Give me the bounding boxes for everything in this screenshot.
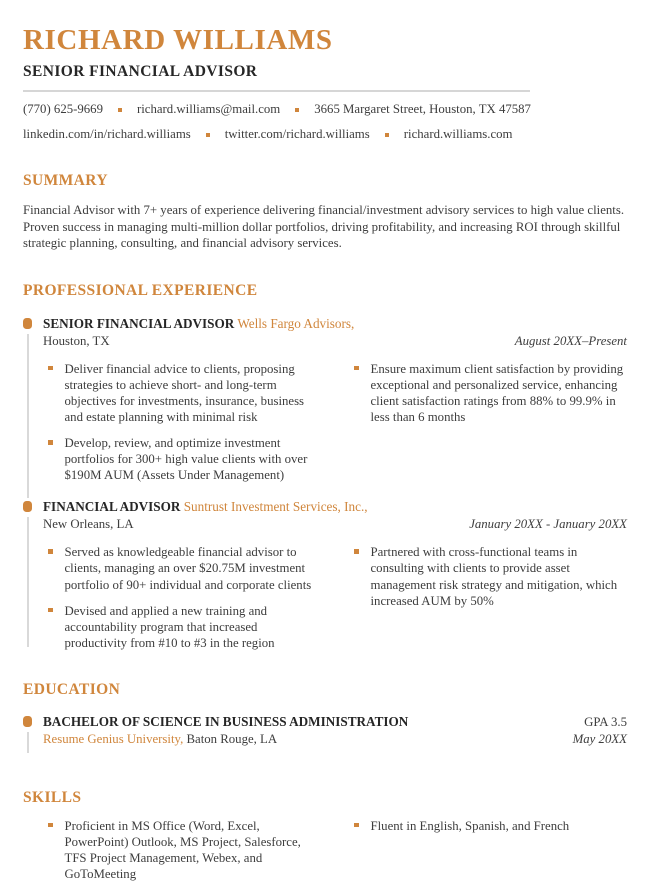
school-name: Resume Genius University, bbox=[43, 731, 184, 746]
bullet-square-icon bbox=[48, 549, 53, 554]
bullet-square-icon bbox=[354, 549, 359, 554]
bullet-column-left bbox=[43, 544, 321, 651]
school-location: Baton Rouge, LA bbox=[183, 731, 278, 746]
linkedin-url: linkedin.com/in/richard.williams bbox=[23, 127, 191, 141]
bullet-item bbox=[43, 435, 321, 483]
job-title-row bbox=[43, 316, 627, 332]
job-dates: August 20XX–Present bbox=[514, 333, 627, 348]
header bbox=[23, 26, 627, 142]
bullet-square-icon bbox=[48, 366, 53, 371]
bullet-text: Deliver financial advice to clients, proposing strategies to achieve short- and long-term objectives for investments, insurance, business and estate planning with minimal risk bbox=[64, 361, 305, 425]
bullet-item bbox=[349, 818, 627, 834]
experience-heading: PROFESSIONAL EXPERIENCE bbox=[23, 281, 258, 299]
timeline-marker-icon bbox=[23, 318, 32, 329]
bullet-text: Fluent in English, Spanish, and French bbox=[370, 818, 570, 833]
bullet-column-right bbox=[349, 361, 627, 484]
job-title: SENIOR FINANCIAL ADVISOR bbox=[43, 315, 235, 331]
job-entry-2 bbox=[23, 499, 627, 651]
bullet-item bbox=[43, 361, 321, 425]
timeline-marker-icon bbox=[23, 716, 32, 727]
twitter-url: twitter.com/richard.williams bbox=[224, 127, 370, 141]
bullet-item bbox=[349, 361, 627, 425]
bullet-item bbox=[349, 544, 627, 608]
website-url: richard.williams.com bbox=[403, 127, 513, 141]
education-degree-row bbox=[43, 714, 627, 730]
email-address: richard.williams@mail.com bbox=[136, 102, 281, 116]
bullet-column-left bbox=[43, 361, 321, 484]
summary-heading: SUMMARY bbox=[23, 172, 108, 189]
timeline-line bbox=[27, 517, 29, 647]
timeline-line bbox=[27, 334, 29, 499]
bullet-column-right bbox=[349, 818, 627, 882]
job-title-row bbox=[43, 499, 627, 515]
bullet-text: Devised and applied a new training and accountability program that increased productivity from #10 to #3 in the region bbox=[64, 603, 275, 650]
candidate-role: SENIOR FINANCIAL ADVISOR bbox=[23, 63, 258, 80]
timeline-line bbox=[27, 732, 29, 753]
bullet-item bbox=[43, 603, 321, 651]
job-dates: January 20XX - January 20XX bbox=[469, 517, 627, 532]
skills-heading: SKILLS bbox=[23, 788, 82, 806]
job-company: Suntrust Investment Services, Inc., bbox=[183, 499, 368, 515]
job-bullet-list bbox=[43, 361, 627, 484]
bullet-square-icon bbox=[48, 440, 53, 445]
bullet-item bbox=[43, 818, 321, 882]
section-skills bbox=[23, 789, 627, 882]
phone-number: (770) 625-9669 bbox=[23, 102, 103, 116]
bullet-square-icon bbox=[48, 608, 53, 613]
summary-text: Financial Advisor with 7+ years of experience delivering financial/investment advisory services to high value clients. Proven success in managing multi-million dollar portfolios, driving profitability, and increasing ROI through skillful strategic planning, consulting, and financial advisory services. bbox=[23, 203, 625, 251]
school-line bbox=[43, 732, 277, 747]
section-experience bbox=[23, 282, 627, 651]
separator-square-icon bbox=[206, 133, 210, 137]
job-entry-1 bbox=[23, 316, 627, 484]
bullet-square-icon bbox=[48, 823, 53, 828]
section-education bbox=[23, 681, 627, 747]
job-title: FINANCIAL ADVISOR bbox=[43, 499, 181, 515]
bullet-text: Served as knowledgeable financial advisor to clients, managing an over $20.75M investment portfolio of 90+ individual and corporate clients bbox=[64, 545, 312, 592]
bullet-column-left bbox=[43, 818, 321, 882]
section-summary bbox=[23, 172, 627, 252]
job-location: New Orleans, LA bbox=[43, 517, 134, 532]
job-meta-row bbox=[43, 517, 627, 532]
education-school-row bbox=[43, 732, 627, 747]
bullet-text: Proficient in MS Office (Word, Excel, PowerPoint) Outlook, MS Project, Salesforce, TFS Project Management, Webex, and GoToMeeting bbox=[64, 818, 301, 882]
contact-row-1 bbox=[23, 102, 627, 117]
bullet-square-icon bbox=[354, 366, 359, 371]
gpa-value: GPA 3.5 bbox=[584, 714, 627, 729]
education-heading: EDUCATION bbox=[23, 680, 121, 698]
bullet-text: Partnered with cross-functional teams in consulting with clients to provide asset management risk strategy and mitigation, which increased AUM by 50% bbox=[370, 545, 618, 608]
bullet-column-right bbox=[349, 544, 627, 651]
separator-square-icon bbox=[118, 108, 122, 112]
skills-bullet-list bbox=[43, 818, 627, 882]
job-meta-row bbox=[43, 334, 627, 349]
street-address: 3665 Margaret Street, Houston, TX 47587 bbox=[314, 102, 531, 116]
bullet-text: Develop, review, and optimize investment portfolios for 300+ high value clients with over $190M AUM (Assets Under Management) bbox=[64, 436, 308, 483]
job-location: Houston, TX bbox=[43, 333, 110, 348]
graduation-date: May 20XX bbox=[572, 731, 627, 746]
separator-square-icon bbox=[295, 108, 299, 112]
contact-row-2 bbox=[23, 127, 627, 142]
separator-square-icon bbox=[385, 133, 389, 137]
education-entry bbox=[23, 714, 627, 747]
job-bullet-list bbox=[43, 544, 627, 651]
bullet-text: Ensure maximum client satisfaction by providing exceptional and personalized service, enhancing client satisfaction ratings from 88% to 99.9% in less than 6 months bbox=[370, 361, 624, 425]
job-company: Wells Fargo Advisors, bbox=[237, 315, 355, 331]
header-divider bbox=[23, 90, 530, 92]
degree-name: BACHELOR OF SCIENCE IN BUSINESS ADMINISTRATION bbox=[43, 713, 409, 729]
bullet-item bbox=[43, 544, 321, 592]
bullet-square-icon bbox=[354, 823, 359, 828]
candidate-name: RICHARD WILLIAMS bbox=[23, 24, 333, 56]
timeline-marker-icon bbox=[23, 501, 32, 512]
